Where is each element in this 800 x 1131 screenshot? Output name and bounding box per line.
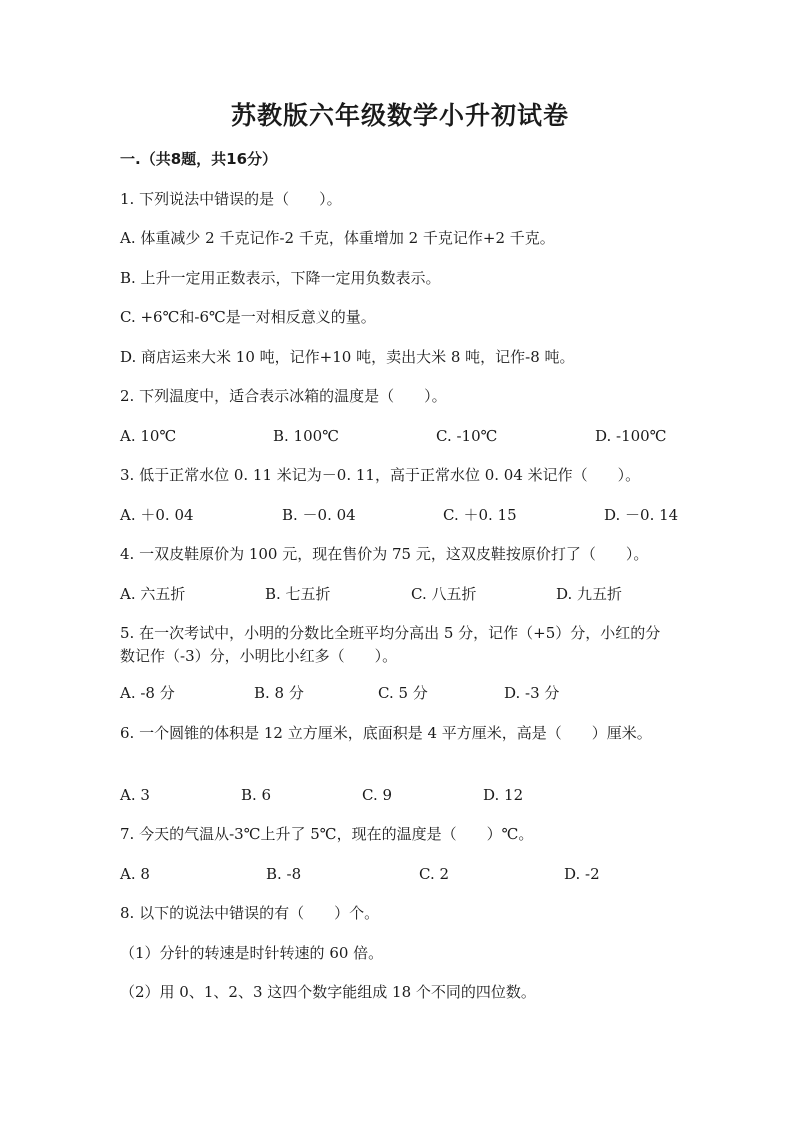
question-4-stem: 4. 一双皮鞋原价为 100 元，现在售价为 75 元，这双皮鞋按原价打了（ ）。 (120, 545, 649, 563)
question-7-option-d: D. -2 (564, 865, 600, 883)
question-8-statement-1: （1）分针的转速是时针转速的 60 倍。 (120, 944, 384, 962)
question-4-option-c: C. 八五折 (411, 585, 477, 603)
question-7-option-b: B. -8 (266, 865, 302, 883)
question-3-option-d: D. －0. 14 (604, 506, 679, 524)
question-5-option-d: D. -3 分 (504, 684, 560, 702)
question-4-option-b: B. 七五折 (265, 585, 331, 603)
question-3-stem: 3. 低于正常水位 0. 11 米记为－0. 11，高于正常水位 0. 04 米记作（ ）。 (120, 466, 641, 484)
question-4-option-d: D. 九五折 (556, 585, 623, 603)
question-2-option-b: B. 100℃ (273, 427, 339, 445)
question-4-option-a: A. 六五折 (120, 585, 186, 603)
question-3-option-b: B. －0. 04 (282, 506, 356, 524)
question-6-stem: 6. 一个圆锥的体积是 12 立方厘米，底面积是 4 平方厘米，高是（ ）厘米。 (120, 724, 652, 742)
question-8-stem: 8. 以下的说法中错误的有（ ）个。 (120, 904, 380, 922)
question-7-stem: 7. 今天的气温从-3℃上升了 5℃，现在的温度是（ ）℃。 (120, 825, 534, 843)
question-6-option-a: A. 3 (120, 786, 150, 804)
question-6-option-d: D. 12 (483, 786, 524, 804)
question-7-option-c: C. 2 (419, 865, 450, 883)
question-5-option-a: A. -8 分 (120, 684, 175, 702)
question-3-option-a: A. ＋0. 04 (120, 506, 194, 524)
question-1-option-d: D. 商店运来大米 10 吨，记作+10 吨，卖出大米 8 吨，记作-8 吨。 (120, 348, 575, 366)
question-3-option-c: C. ＋0. 15 (443, 506, 517, 524)
question-6-option-b: B. 6 (241, 786, 272, 804)
question-2-option-a: A. 10℃ (120, 427, 177, 445)
section-heading: 一.（共8题，共16分） (120, 150, 278, 168)
question-1-option-b: B. 上升一定用正数表示，下降一定用负数表示。 (120, 269, 441, 287)
question-1-stem: 1. 下列说法中错误的是（ ）。 (120, 190, 342, 208)
question-6-option-c: C. 9 (362, 786, 393, 804)
question-5-option-c: C. 5 分 (378, 684, 428, 702)
question-2-stem: 2. 下列温度中，适合表示冰箱的温度是（ ）。 (120, 387, 447, 405)
question-1-option-c: C. +6℃和-6℃是一对相反意义的量。 (120, 308, 376, 326)
question-7-option-a: A. 8 (120, 865, 150, 883)
question-5-stem: 5. 在一次考试中，小明的分数比全班平均分高出 5 分，记作（+5）分，小红的分数记作（-3）分，小明比小红多（ ）。 (120, 624, 661, 665)
question-5-option-b: B. 8 分 (254, 684, 304, 702)
question-1-option-a: A. 体重减少 2 千克记作-2 千克，体重增加 2 千克记作+2 千克。 (120, 229, 555, 247)
question-8-statement-2: （2）用 0、1、2、3 这四个数字能组成 18 个不同的四位数。 (120, 983, 536, 1001)
question-2-option-c: C. -10℃ (436, 427, 498, 445)
page-title: 苏教版六年级数学小升初试卷 (230, 101, 569, 130)
question-2-option-d: D. -100℃ (595, 427, 667, 445)
